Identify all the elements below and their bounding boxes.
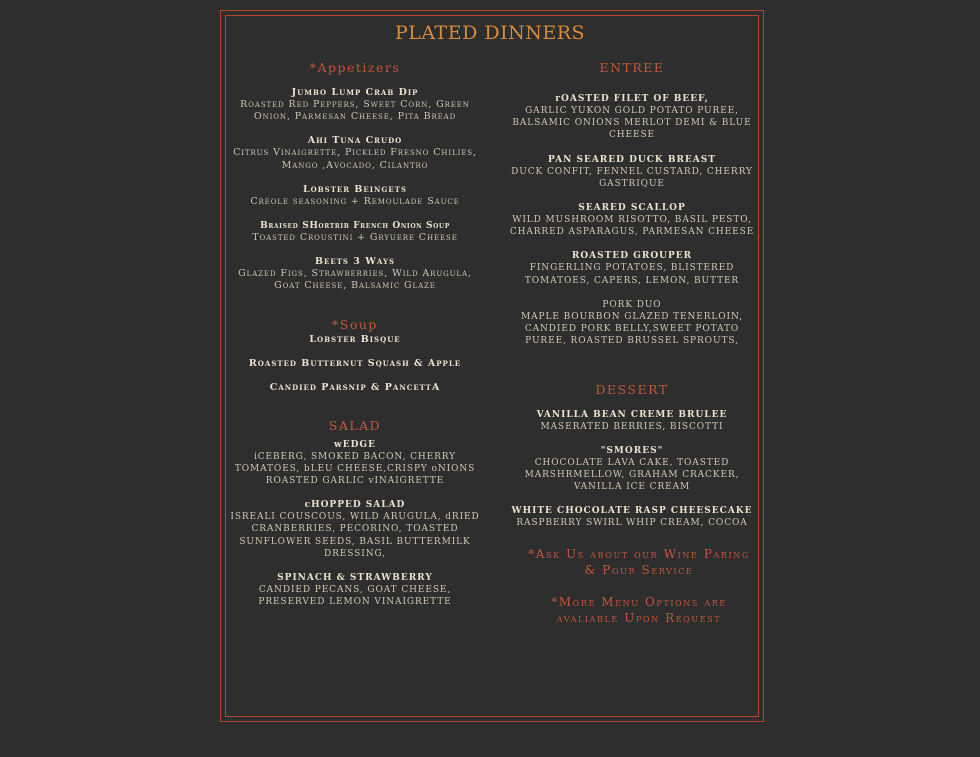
menu-item (506, 154, 758, 190)
item-name: Lobster Bisque (309, 333, 401, 345)
menu-item (228, 184, 482, 208)
item-desc: ISREALI COUSCOUS, WILD ARUGULA, dRIED CRANBERRIES, PECORINO, TOASTED SUNFLOWER SEEDS, BASIL BUTTERMILK DRESSING, (230, 512, 480, 559)
item-desc: Citrus Vinaigrette, Pickled Fresno Chilies, Mango ,Avocado, Cilantro (233, 147, 477, 171)
menu-item (228, 499, 482, 560)
item-desc: MASERATED BERRIES, BISCOTTI (540, 421, 724, 432)
soup-section (228, 317, 482, 394)
menu-item (228, 382, 482, 394)
item-name: VANILLA BEAN CREME BRULEE (536, 409, 728, 420)
item-name: SPINACH & STRAWBERRY (277, 573, 433, 584)
appetizers-section (228, 60, 482, 293)
item-name: Lobster Beingets (302, 183, 408, 195)
menu-title: PLATED DINNERS (394, 22, 586, 44)
item-name: "SMORES" (600, 445, 664, 456)
item-name: Candied Parsnip & PancettA (269, 381, 441, 393)
item-name: cHOPPED SALAD (304, 500, 406, 511)
item-desc: RASPBERRY SWIRL WHIP CREAM, COCOA (516, 518, 748, 529)
menu-item (228, 87, 482, 123)
menu-item (506, 93, 758, 142)
dessert-section (506, 382, 758, 530)
item-name: Roasted Butternut Squash & Apple (248, 357, 462, 369)
item-name: Ahi Tuna Crudo (307, 135, 403, 147)
entree-section (506, 60, 758, 348)
item-desc: iCEBERG, SMOKED BACON, CHERRY TOMATOES, bLEU CHEESE,CRISPY oNIONS ROASTED GARLIC vINAIGRETTE (234, 451, 476, 487)
salad-section (228, 418, 482, 609)
item-desc: FINGERLING POTATOES, BLISTERED TOMATOES, CAPERS, LEMON, BUTTER (524, 263, 740, 286)
item-name: Beets 3 Ways (315, 256, 395, 268)
entree-heading: ENTREE (599, 60, 665, 75)
item-desc: WILD MUSHROOM RISOTTO, BASIL PESTO, CHARRED ASPARAGUS, PARMESAN CHEESE (509, 215, 755, 238)
item-name: SEARED SCALLOP (578, 203, 686, 214)
menu-item (506, 299, 758, 348)
menu-item (506, 409, 758, 433)
menu-item (228, 439, 482, 488)
appetizers-heading: *Appetizers (309, 60, 401, 75)
left-column (228, 60, 482, 620)
menu-item (228, 358, 482, 370)
menu-item (228, 220, 482, 244)
item-name: rOASTED FILET OF BEEF, (555, 94, 709, 104)
menu-item (228, 256, 482, 292)
menu-item (506, 250, 758, 286)
notes-section (506, 546, 758, 626)
item-desc: Creole seasoning + Remoulade Sauce (250, 195, 460, 207)
item-name: PAN SEARED DUCK BREAST (548, 154, 716, 165)
item-name: wEDGE (334, 439, 376, 450)
item-desc: GARLIC YUKON GOLD POTATO PUREE, BALSAMIC ONIONS MERLOT DEMI & BLUE CHEESE (512, 106, 752, 141)
menu-item (228, 135, 482, 171)
item-desc: CHOCOLATE LAVA CAKE, TOASTED MARSHRMELLOW, GRAHAM CRACKER, VANILLA ICE CREAM (524, 457, 740, 493)
item-name: WHITE CHOCOLATE RASP CHEESECAKE (511, 506, 753, 517)
menu-item (506, 445, 758, 494)
item-desc: DUCK CONFIT, FENNEL CUSTARD, CHERRY GASTRIQUE (511, 166, 753, 189)
soup-heading: *Soup (332, 316, 378, 332)
item-name-plain: PORK DUO (602, 299, 662, 310)
menu-item (228, 334, 482, 346)
item-desc: Toasted Croustini + Gryuere Cheese (252, 232, 458, 244)
menu-item (506, 505, 758, 529)
menu-item (506, 202, 758, 238)
item-desc: Roasted Red Peppers, Sweet Corn, Green Onion, Parmesan Cheese, Pita Bread (240, 99, 470, 123)
item-desc: MAPLE BOURBON GLAZED TENERLOIN, CANDIED PORK BELLY,SWEET POTATO PUREE, ROASTED BRUSSEL SPROUTS, (521, 312, 743, 347)
item-desc: CANDIED PECANS, GOAT CHEESE, PRESERVED LEMON VINAIGRETTE (258, 585, 452, 608)
right-column (506, 60, 758, 626)
more-options-note: *More Menu Options are avaliable Upon Request (551, 594, 727, 625)
dessert-heading: DESSERT (595, 381, 669, 397)
item-name: ROASTED GROUPER (571, 251, 693, 262)
item-name: Braised SHortrib French Onion Soup (260, 221, 450, 232)
item-name: Jumbo Lump Crab Dip (291, 87, 419, 98)
menu-item (228, 572, 482, 608)
item-desc: Glazed Figs, Strawberries, Wild Arugula, Goat Cheese, Balsamic Glaze (238, 268, 472, 292)
wine-note: *Ask Us about our Wine Paring & Pour Service (528, 546, 750, 577)
salad-heading: SALAD (328, 417, 382, 433)
